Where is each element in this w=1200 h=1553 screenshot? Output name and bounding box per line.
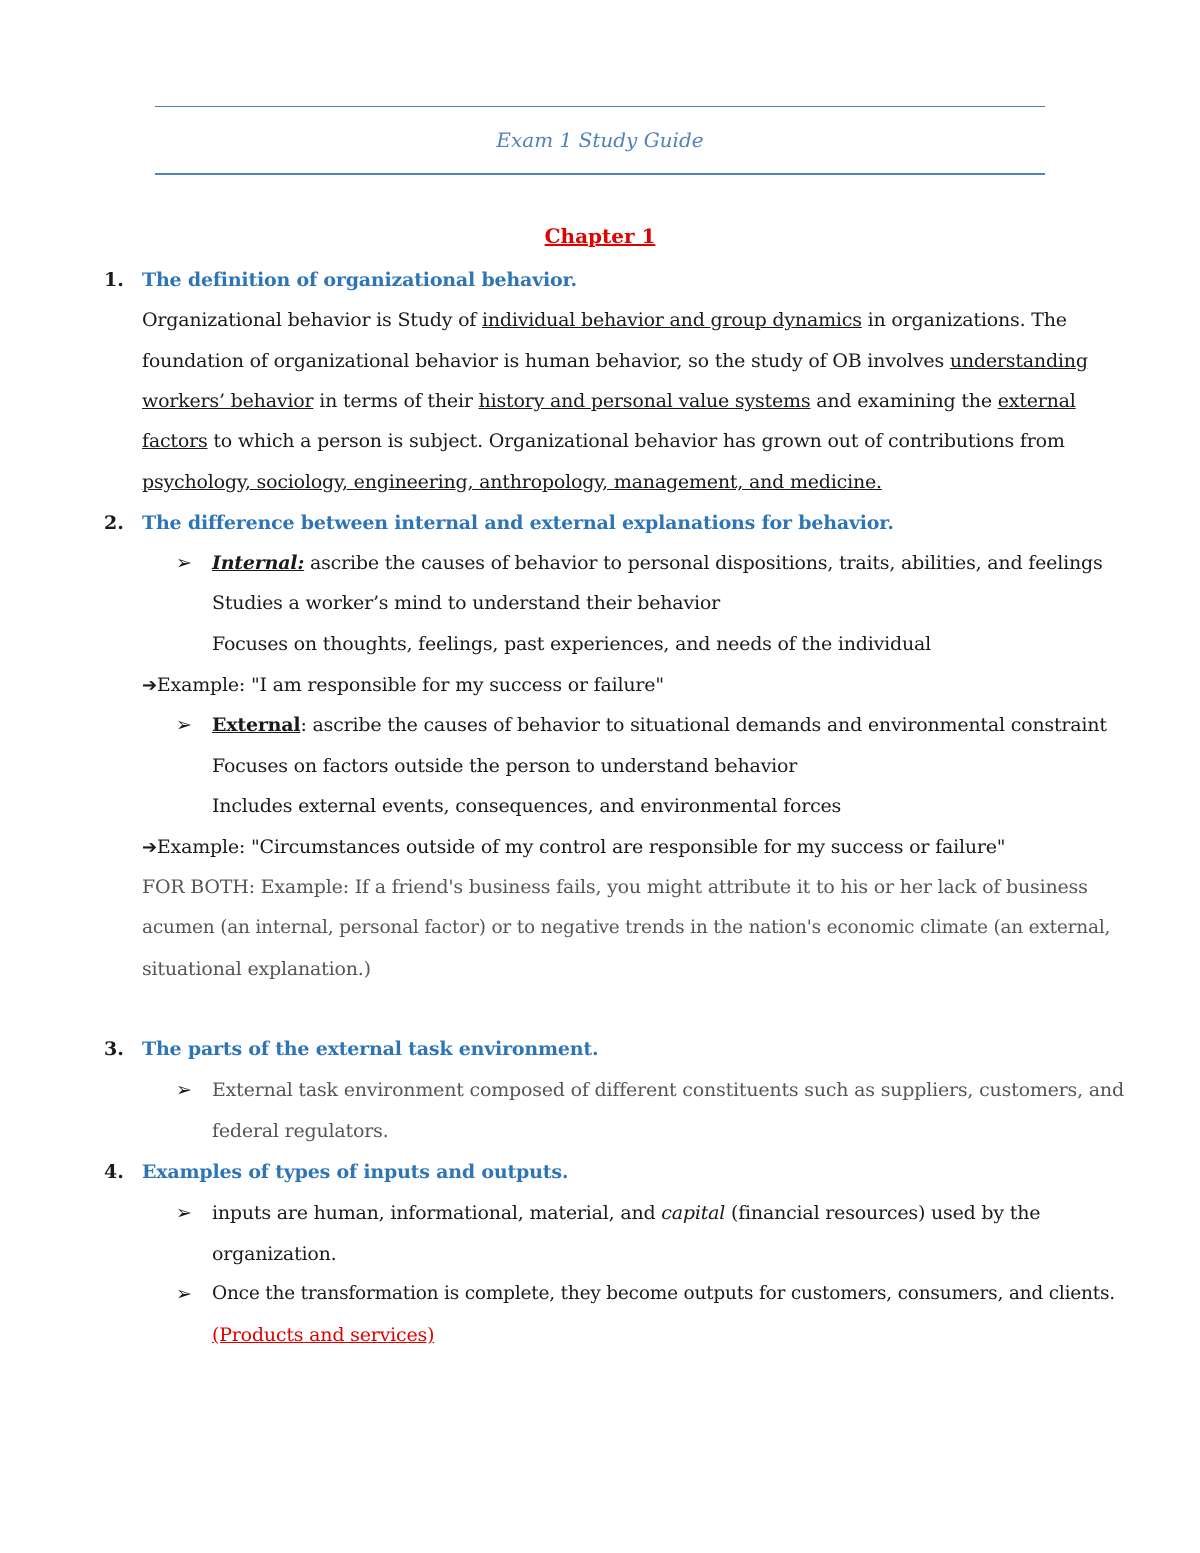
internal-definition: Internal: ascribe the causes of behavior to personal dispositions, traits, abilities, and feelings <box>212 552 1103 574</box>
item-3-bullet-line-2: federal regulators. <box>212 1120 389 1142</box>
item-3-heading: The parts of the external task environment. <box>142 1038 599 1060</box>
item-1-body-line-2: foundation of organizational behavior is human behavior, so the study of OB involves understanding <box>142 350 1088 372</box>
item-1-body-line-1: Organizational behavior is Study of individual behavior and group dynamics in organizations. The <box>142 309 1067 331</box>
item-1-number: 1. <box>104 269 124 291</box>
inputs-line-1: inputs are human, informational, material, and capital (financial resources) used by the <box>212 1202 1041 1224</box>
bullet-arrowhead-icon: ➢ <box>176 1202 192 1224</box>
internal-line-2: Studies a worker’s mind to understand their behavior <box>212 592 720 614</box>
item-4-heading: Examples of types of inputs and outputs. <box>142 1161 569 1183</box>
internal-line-3: Focuses on thoughts, feelings, past experiences, and needs of the individual <box>212 633 931 655</box>
header-rule-top <box>155 106 1045 107</box>
item-1-heading: The definition of organizational behavior. <box>142 269 577 291</box>
item-3-bullet-line-1: External task environment composed of different constituents such as suppliers, customers, and <box>212 1079 1124 1101</box>
header-rule-bottom <box>155 173 1045 175</box>
document-title: Exam 1 Study Guide <box>496 128 704 152</box>
external-example: ➔Example: "Circumstances outside of my control are responsible for my success or failure" <box>142 836 1006 858</box>
both-line-3: situational explanation.) <box>142 958 371 980</box>
bullet-arrowhead-icon: ➢ <box>176 552 192 574</box>
item-1-body-line-3: workers’ behavior in terms of their history and personal value systems and examining the external <box>142 390 1076 412</box>
outputs-line-2: (Products and services) <box>212 1324 435 1346</box>
item-4-number: 4. <box>104 1161 124 1183</box>
chapter-heading: Chapter 1 <box>544 224 656 248</box>
item-1-body-line-5: psychology, sociology, engineering, anthropology, management, and medicine. <box>142 471 882 493</box>
external-line-3: Includes external events, consequences, and environmental forces <box>212 795 842 817</box>
item-2-heading: The difference between internal and external explanations for behavior. <box>142 512 894 534</box>
right-arrow-icon: ➔ <box>142 837 157 858</box>
external-line-2: Focuses on factors outside the person to understand behavior <box>212 755 798 777</box>
internal-example: ➔Example: "I am responsible for my success or failure" <box>142 674 664 696</box>
both-line-1: FOR BOTH: Example: If a friend's business fails, you might attribute it to his or her lack of business <box>142 876 1088 898</box>
right-arrow-icon: ➔ <box>142 675 157 696</box>
item-1-body-line-4: factors to which a person is subject. Organizational behavior has grown out of contributions from <box>142 430 1065 452</box>
item-2-number: 2. <box>104 512 124 534</box>
bullet-arrowhead-icon: ➢ <box>176 1079 192 1101</box>
outputs-line-1: Once the transformation is complete, they become outputs for customers, consumers, and clients. <box>212 1283 1115 1304</box>
external-definition: External: ascribe the causes of behavior to situational demands and environmental constraint <box>212 714 1107 736</box>
item-3-number: 3. <box>104 1038 124 1060</box>
bullet-arrowhead-icon: ➢ <box>176 1283 192 1305</box>
inputs-line-2: organization. <box>212 1243 337 1265</box>
both-line-2: acumen (an internal, personal factor) or to negative trends in the nation's economic climate (an external, <box>142 917 1111 938</box>
bullet-arrowhead-icon: ➢ <box>176 714 192 736</box>
